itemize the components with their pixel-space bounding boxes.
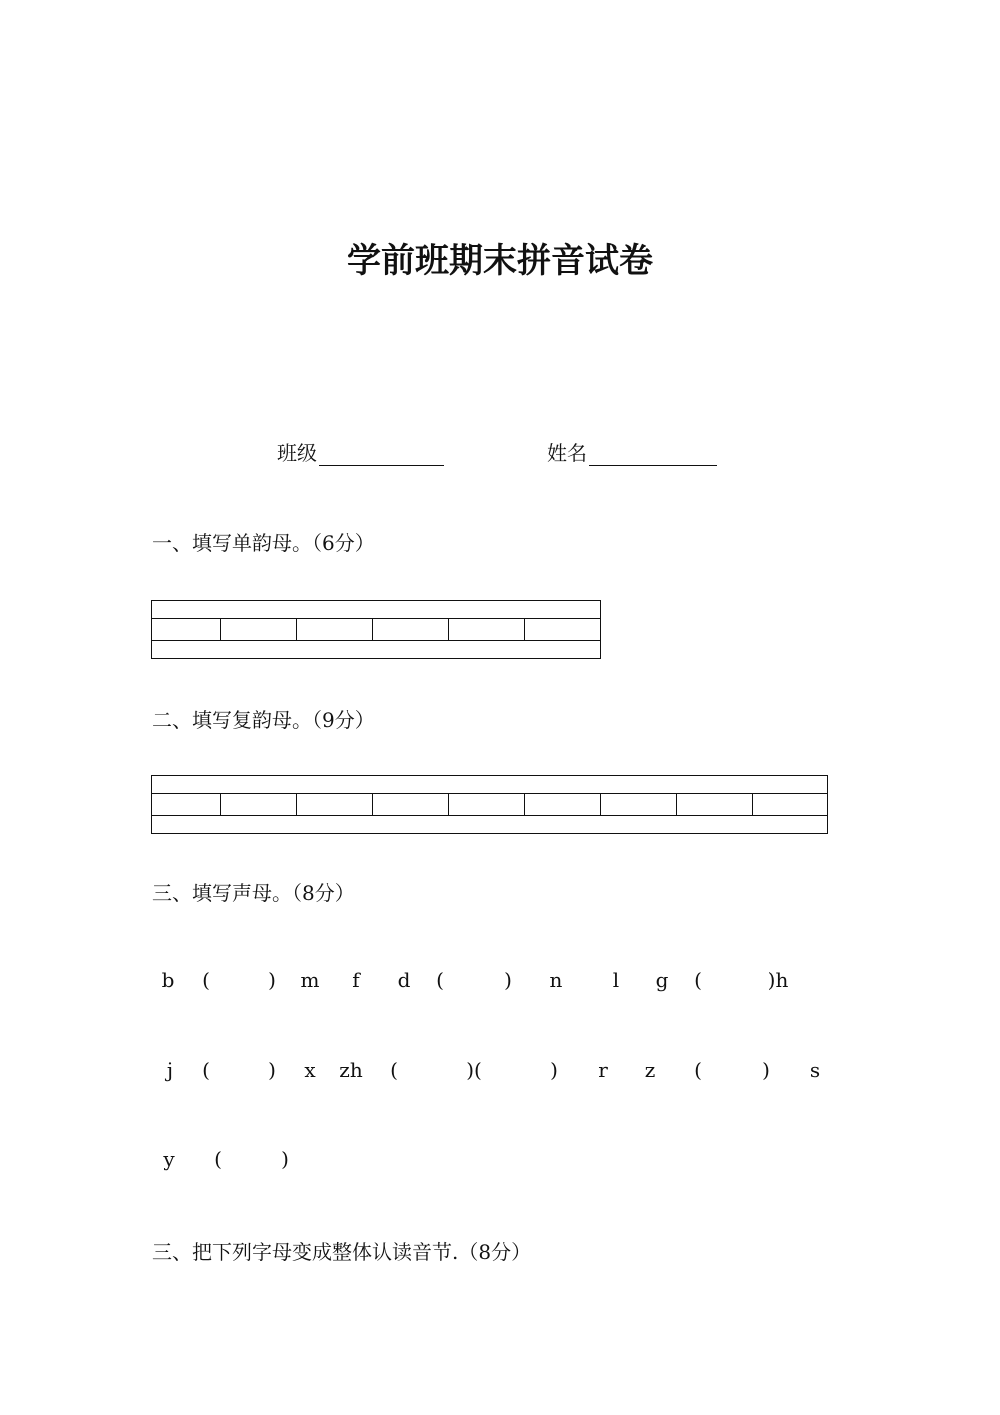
answer-cell[interactable] — [297, 794, 373, 816]
initial-letter: x — [304, 1058, 316, 1082]
answer-cell[interactable] — [373, 619, 449, 641]
blank-close-paren[interactable]: ) — [504, 968, 512, 992]
answer-cell[interactable] — [601, 794, 677, 816]
section-heading-compound-finals: 二、填写复韵母。（9分） — [152, 708, 375, 732]
blank-close-paren[interactable]: ) — [550, 1058, 558, 1082]
blank-close-open-paren[interactable]: )( — [466, 1058, 482, 1082]
blank-open-paren[interactable]: ( — [694, 1058, 702, 1082]
blank-open-paren[interactable]: ( — [202, 968, 210, 992]
initial-letter: d — [397, 968, 411, 992]
answer-cell[interactable] — [221, 794, 297, 816]
answer-cell[interactable] — [677, 794, 753, 816]
grid-cell — [152, 816, 828, 834]
blank-close-paren[interactable]: ) — [268, 1058, 276, 1082]
grid-answer-row — [152, 794, 828, 816]
class-blank[interactable] — [319, 443, 444, 466]
grid-bottom-row — [152, 816, 828, 834]
answer-cell[interactable] — [221, 619, 297, 641]
answer-cell[interactable] — [525, 794, 601, 816]
initial-letter: n — [549, 968, 563, 992]
answer-cell[interactable] — [373, 794, 449, 816]
blank-open-paren[interactable]: ( — [390, 1058, 398, 1082]
initial-letter: r — [598, 1058, 608, 1082]
class-label: 班级 — [277, 441, 317, 465]
blank-close-paren[interactable]: ) — [281, 1147, 289, 1171]
initial-letter: m — [300, 968, 320, 992]
answer-cell[interactable] — [297, 619, 373, 641]
grid-bottom-row — [152, 641, 601, 659]
initial-letter: b — [161, 968, 175, 992]
initial-letter: z — [644, 1058, 656, 1082]
initial-letter: g — [655, 968, 669, 992]
blank-open-paren[interactable]: ( — [202, 1058, 210, 1082]
answer-cell[interactable] — [152, 619, 221, 641]
class-field[interactable] — [277, 437, 444, 466]
grid-top-row — [152, 601, 601, 619]
section-heading-whole-syllables: 三、把下列字母变成整体认读音节.（8分） — [152, 1240, 532, 1264]
grid-cell — [152, 776, 828, 794]
blank-open-paren[interactable]: ( — [436, 968, 444, 992]
single-finals-grid — [151, 600, 601, 659]
answer-cell[interactable] — [449, 619, 525, 641]
blank-close-paren[interactable]: ) — [268, 968, 276, 992]
initial-letter: j — [166, 1058, 174, 1082]
grid-top-row — [152, 776, 828, 794]
blank-close-paren[interactable]: )h — [767, 968, 789, 992]
answer-cell[interactable] — [525, 619, 601, 641]
page-title: 学前班期末拼音试卷 — [347, 241, 653, 281]
initial-letter: l — [612, 968, 620, 992]
grid-cell — [152, 601, 601, 619]
name-blank[interactable] — [589, 443, 717, 466]
initial-letter: s — [809, 1058, 821, 1082]
section-heading-initials: 三、填写声母。（8分） — [152, 881, 355, 905]
blank-open-paren[interactable]: ( — [694, 968, 702, 992]
initial-letter: f — [352, 968, 360, 992]
initial-letter: y — [163, 1147, 175, 1171]
grid-answer-row — [152, 619, 601, 641]
name-field[interactable] — [547, 437, 717, 466]
initial-letter: zh — [339, 1058, 363, 1082]
name-label: 姓名 — [547, 441, 587, 465]
answer-cell[interactable] — [753, 794, 828, 816]
compound-finals-grid — [151, 775, 828, 834]
section-heading-single-finals: 一、填写单韵母。（6分） — [152, 531, 375, 555]
answer-cell[interactable] — [449, 794, 525, 816]
blank-close-paren[interactable]: ) — [762, 1058, 770, 1082]
grid-cell — [152, 641, 601, 659]
answer-cell[interactable] — [152, 794, 221, 816]
blank-open-paren[interactable]: ( — [214, 1147, 222, 1171]
